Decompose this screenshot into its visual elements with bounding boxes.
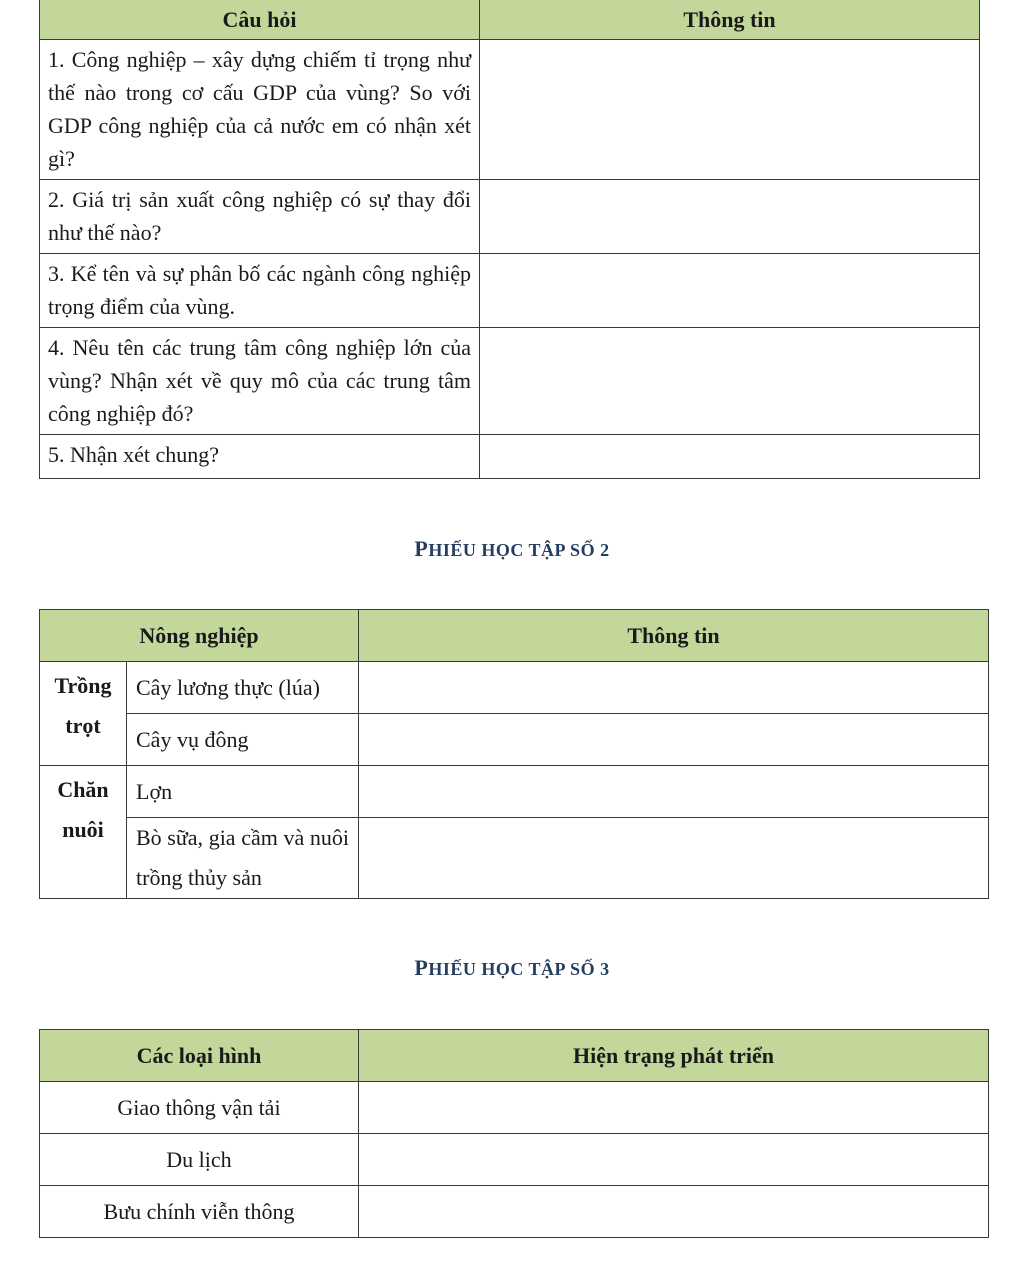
header-hien-trang: Hiện trạng phát triển	[359, 1030, 989, 1082]
table-header-row	[40, 1030, 989, 1082]
header-cau-hoi: Câu hỏi	[40, 0, 480, 40]
table-row	[40, 254, 980, 328]
question-cell: 5. Nhận xét chung?	[40, 435, 480, 479]
item-cell: Bưu chính viễn thông	[40, 1186, 359, 1238]
header-nong-nghiep: Nông nghiệp	[40, 610, 359, 662]
table-row	[40, 328, 980, 435]
title-initial: P	[414, 536, 429, 561]
info-cell[interactable]	[480, 40, 980, 180]
info-cell[interactable]	[359, 714, 989, 766]
table-row	[40, 1186, 989, 1238]
header-thong-tin: Thông tin	[480, 0, 980, 40]
table-row	[40, 1082, 989, 1134]
item-cell: Giao thông vận tải	[40, 1082, 359, 1134]
title-rest: HIẾU HỌC TẬP SỐ 3	[428, 959, 610, 979]
info-cell[interactable]	[480, 328, 980, 435]
item-cell: Cây lương thực (lúa)	[127, 662, 359, 714]
info-cell[interactable]	[480, 180, 980, 254]
group-chan-nuoi: Chăn nuôi	[40, 766, 127, 899]
info-cell[interactable]	[359, 1082, 989, 1134]
header-thong-tin: Thông tin	[359, 610, 989, 662]
info-cell[interactable]	[359, 818, 989, 899]
title-initial: P	[414, 955, 429, 980]
table-header-row	[40, 610, 989, 662]
table-row	[40, 40, 980, 180]
worksheet-1-table	[39, 0, 980, 479]
worksheet-2-table	[39, 609, 989, 899]
item-cell: Bò sữa, gia cầm và nuôi trồng thủy sản	[127, 818, 359, 899]
header-cac-loai-hinh: Các loại hình	[40, 1030, 359, 1082]
worksheet-3-title	[0, 955, 1024, 981]
info-cell[interactable]	[480, 254, 980, 328]
table-row	[40, 714, 989, 766]
group-trong-trot: Trồng trọt	[40, 662, 127, 766]
item-cell: Lợn	[127, 766, 359, 818]
info-cell[interactable]	[480, 435, 980, 479]
worksheet-3-table	[39, 1029, 989, 1238]
info-cell[interactable]	[359, 1134, 989, 1186]
table-row	[40, 180, 980, 254]
info-cell[interactable]	[359, 766, 989, 818]
item-cell: Cây vụ đông	[127, 714, 359, 766]
table-row	[40, 435, 980, 479]
table-header-row	[40, 0, 980, 40]
table-row	[40, 818, 989, 899]
question-cell: 3. Kể tên và sự phân bố các ngành công nghiệp trọng điểm của vùng.	[40, 254, 480, 328]
question-cell: 1. Công nghiệp – xây dựng chiếm tỉ trọng như thế nào trong cơ cấu GDP của vùng? So với GDP công nghiệp của cả nước em có nhận xét gì?	[40, 40, 480, 180]
table-row	[40, 1134, 989, 1186]
info-cell[interactable]	[359, 662, 989, 714]
info-cell[interactable]	[359, 1186, 989, 1238]
question-cell: 2. Giá trị sản xuất công nghiệp có sự thay đổi như thế nào?	[40, 180, 480, 254]
item-cell: Du lịch	[40, 1134, 359, 1186]
title-rest: HIẾU HỌC TẬP SỐ 2	[428, 540, 610, 560]
table-row	[40, 662, 989, 714]
table-row	[40, 766, 989, 818]
worksheet-2-title	[0, 536, 1024, 562]
question-cell: 4. Nêu tên các trung tâm công nghiệp lớn của vùng? Nhận xét về quy mô của các trung tâm công nghiệp đó?	[40, 328, 480, 435]
